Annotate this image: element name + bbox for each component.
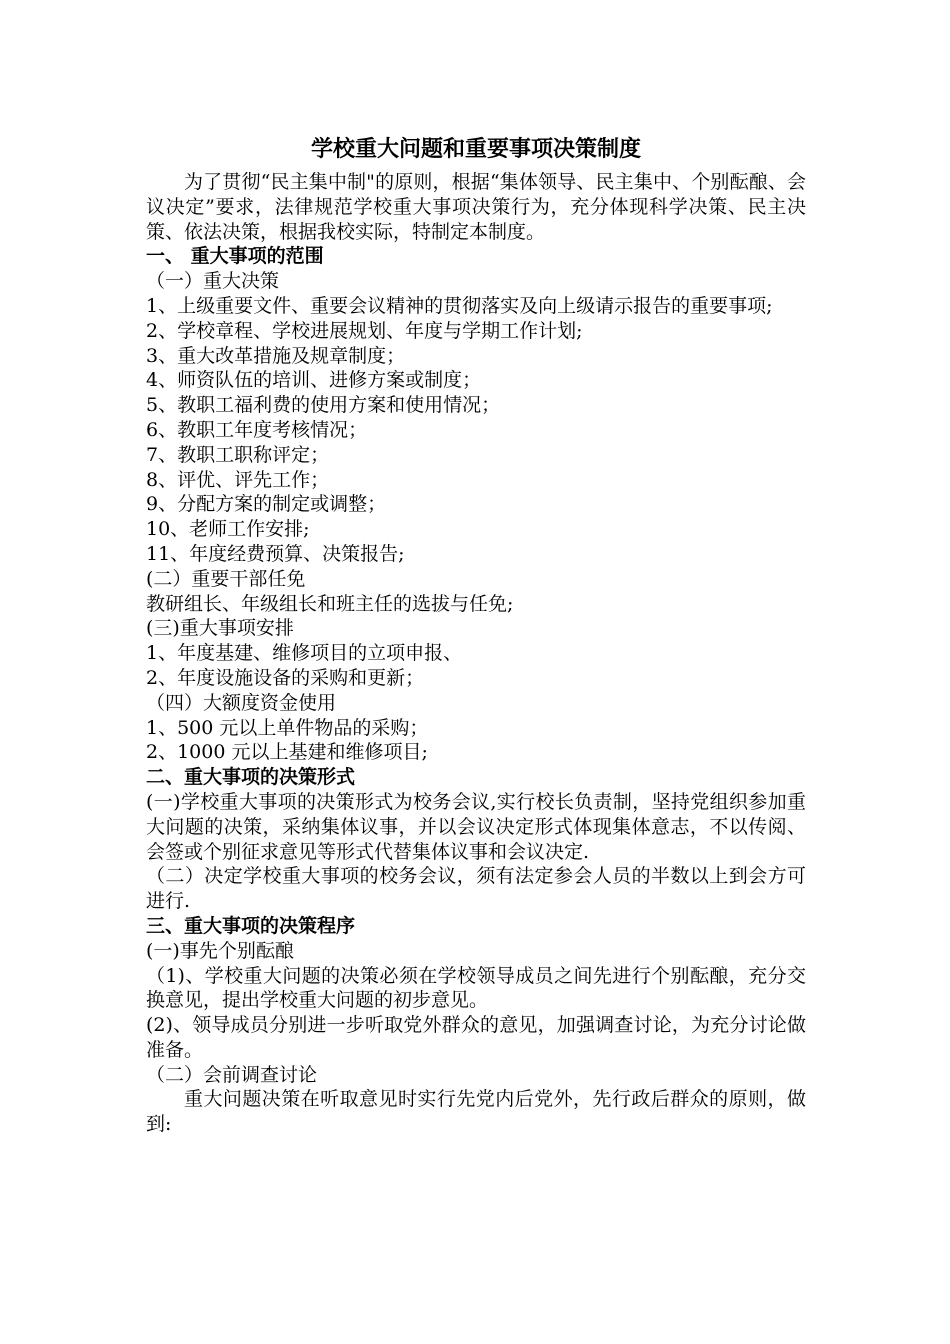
section-heading-1: 一、 重大事项的范围	[146, 245, 324, 268]
list-item: 3、重大改革措施及规章制度；	[146, 344, 406, 367]
list-item: 9、分配方案的制定或调整；	[146, 493, 387, 516]
section-heading-2: 二、重大事项的决策形式	[146, 766, 356, 789]
list-item: 11、年度经费预算、决策报告;	[146, 542, 405, 565]
list-item: 4、师资队伍的培训、进修方案或制度；	[146, 369, 482, 392]
document-title: 学校重大问题和重要事项决策制度	[310, 136, 641, 162]
list-item: 2、学校章程、学校进展规划、年度与学期工作计划;	[146, 319, 583, 342]
list-item: 2、1000 元以上基建和维修项目;	[146, 741, 428, 764]
body-text: 重大问题决策在听取意见时实行先党内后党外，先行政后群众的原则，做到:	[146, 1088, 806, 1136]
list-item: 1、500 元以上单件物品的采购；	[146, 716, 429, 739]
body-text: (2)、领导成员分别进一步听取党外群众的意见，加强调查讨论，为充分讨论做准备。	[146, 1014, 806, 1061]
body-text: （二）决定学校重大事项的校务会议，须有法定参会人员的半数以上到会方可进行.	[146, 865, 806, 913]
intro-paragraph: 为了贯彻“民主集中制"的原则，根据“集体领导、民主集中、个别酝酿、会议决定”要求，法律规范学校重大事项决策行为，充分体现科学决策、民主决策、依法决策，根据我校实际，特制定本制度。	[146, 171, 806, 243]
subsection-heading: (一)事先个别酝酿	[146, 939, 294, 962]
list-item: 1、年度基建、维修项目的立项申报、	[146, 642, 463, 665]
list-item: 7、教职工职称评定；	[146, 443, 330, 466]
subsection-heading: （一）重大决策	[146, 270, 280, 293]
subsection-heading: （四）大额度资金使用	[146, 691, 337, 714]
list-item: 2、年度设施设备的采购和更新；	[146, 666, 425, 689]
section-heading-3: 三、重大事项的决策程序	[146, 914, 356, 937]
list-item: 5、教职工福利费的使用方案和使用情况；	[146, 394, 501, 417]
body-text: (一)学校重大事项的决策形式为校务会议,实行校长负责制，坚持党组织参加重大问题的决策，采纳集体议事，并以会议决定形式体现集体意志，不以传阅、会签或个别征求意见等形式代替集体议事和会议决定.	[146, 790, 806, 863]
subsection-heading: (二）重要干部任免	[146, 567, 306, 590]
subsection-heading: (三)重大事项安排	[146, 617, 294, 640]
subsection-heading: （二）会前调查讨论	[146, 1063, 318, 1086]
document-page	[146, 132, 806, 1137]
list-item: 10、老师工作安排;	[146, 518, 310, 541]
body-text: 教研组长、年级组长和班主任的选拔与任免;	[146, 592, 514, 615]
list-item: 1、上级重要文件、重要会议精神的贯彻落实及向上级请示报告的重要事项;	[146, 294, 773, 317]
list-item: 8、评优、评先工作；	[146, 468, 330, 491]
list-item: 6、教职工年度考核情况；	[146, 418, 368, 441]
body-text: （1)、学校重大问题的决策必须在学校领导成员之间先进行个别酝酿，充分交换意见，提出学校重大问题的初步意见。	[146, 964, 806, 1012]
